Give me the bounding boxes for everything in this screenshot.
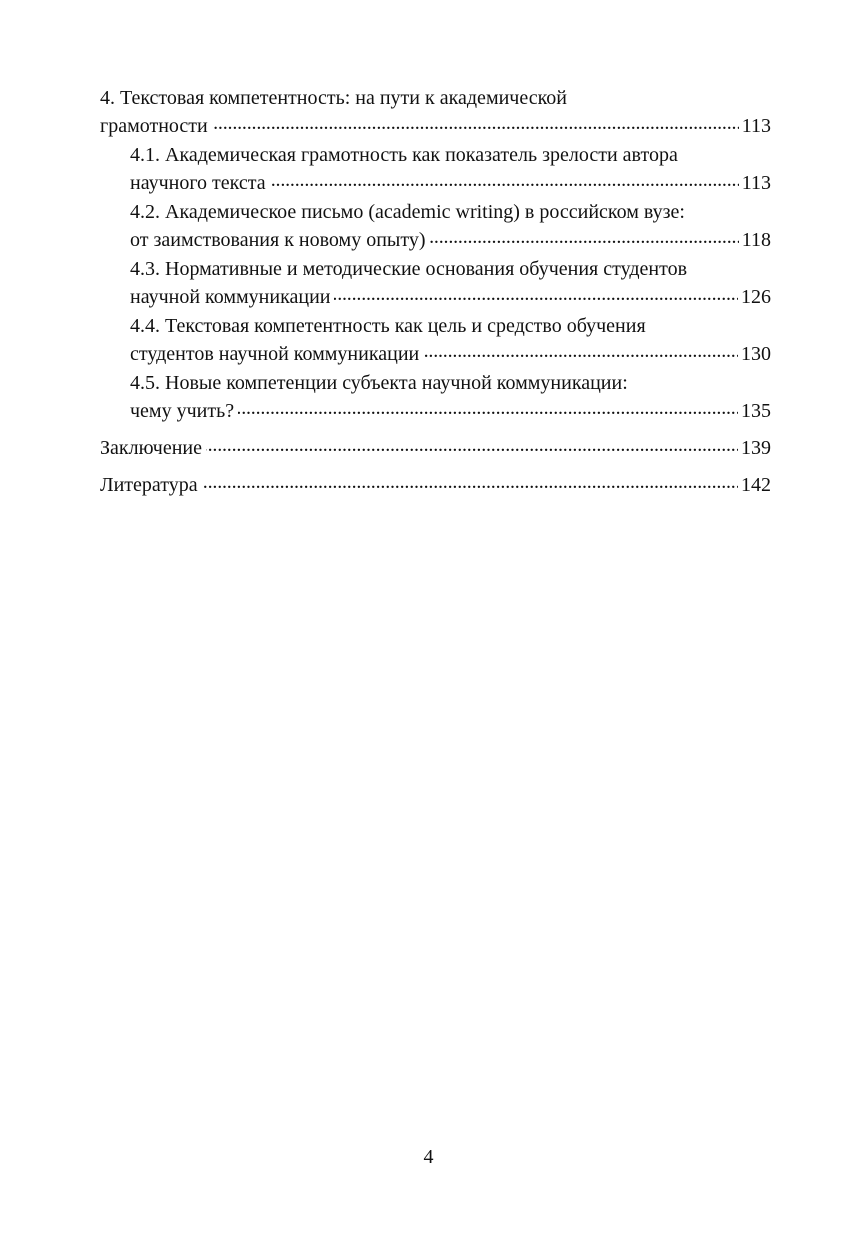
toc-entry-title-continuation: студентов научной коммуникации [130, 343, 420, 365]
toc-page-number: 135 [741, 400, 771, 422]
dot-leader [429, 226, 738, 246]
toc-entry-section-4-2[interactable] [130, 198, 771, 254]
toc-entry-title: 4.4. Текстовая компетентность как цель и средство обучения [130, 315, 646, 337]
dot-leader [334, 283, 738, 303]
toc-entry-chapter-4[interactable] [100, 84, 771, 140]
toc-entry-title-continuation: научной коммуникации [130, 286, 331, 308]
toc-entry-title: Заключение [100, 437, 202, 459]
toc-entry-title: 4.5. Новые компетенции субъекта научной коммуникации: [130, 372, 628, 394]
dot-leader [202, 471, 738, 491]
toc-page-number: 118 [741, 229, 771, 251]
toc-entry-section-4-5[interactable] [130, 369, 771, 425]
dot-leader [270, 169, 739, 189]
toc-entry-title: 4. Текстовая компетентность: на пути к академической [100, 87, 568, 109]
toc-page-number: 142 [741, 474, 771, 496]
toc-page-number: 113 [741, 172, 771, 194]
toc-page-number: 113 [741, 115, 771, 137]
toc-entry-title: 4.1. Академическая грамотность как показатель зрелости автора [130, 144, 678, 166]
toc-entry-references[interactable] [100, 471, 771, 499]
toc-entry-title-continuation: чему учить? [130, 400, 235, 422]
dot-leader [238, 397, 738, 417]
toc-entry-conclusion[interactable] [100, 434, 771, 462]
toc-entry-title-continuation: научного текста [130, 172, 266, 194]
toc-entry-title: Литература [100, 474, 198, 496]
table-of-contents [100, 84, 771, 499]
toc-page-number: 139 [741, 437, 771, 459]
toc-entry-section-4-3[interactable] [130, 255, 771, 311]
toc-entry-title: 4.3. Нормативные и методические основания обучения студентов [130, 258, 688, 280]
toc-entry-title: 4.2. Академическое письмо (academic writing) в российском вузе: [130, 201, 685, 223]
toc-entry-section-4-4[interactable] [130, 312, 771, 368]
toc-page-number: 126 [741, 286, 771, 308]
page-number: 4 [423, 1146, 434, 1168]
dot-leader [206, 434, 738, 454]
toc-entry-title-continuation: грамотности [100, 115, 208, 137]
toc-page-number: 130 [741, 343, 771, 365]
toc-entry-title-continuation: от заимствования к новому опыту) [130, 229, 426, 251]
dot-leader [212, 112, 739, 132]
toc-entry-section-4-1[interactable] [130, 141, 771, 197]
dot-leader [423, 340, 738, 360]
